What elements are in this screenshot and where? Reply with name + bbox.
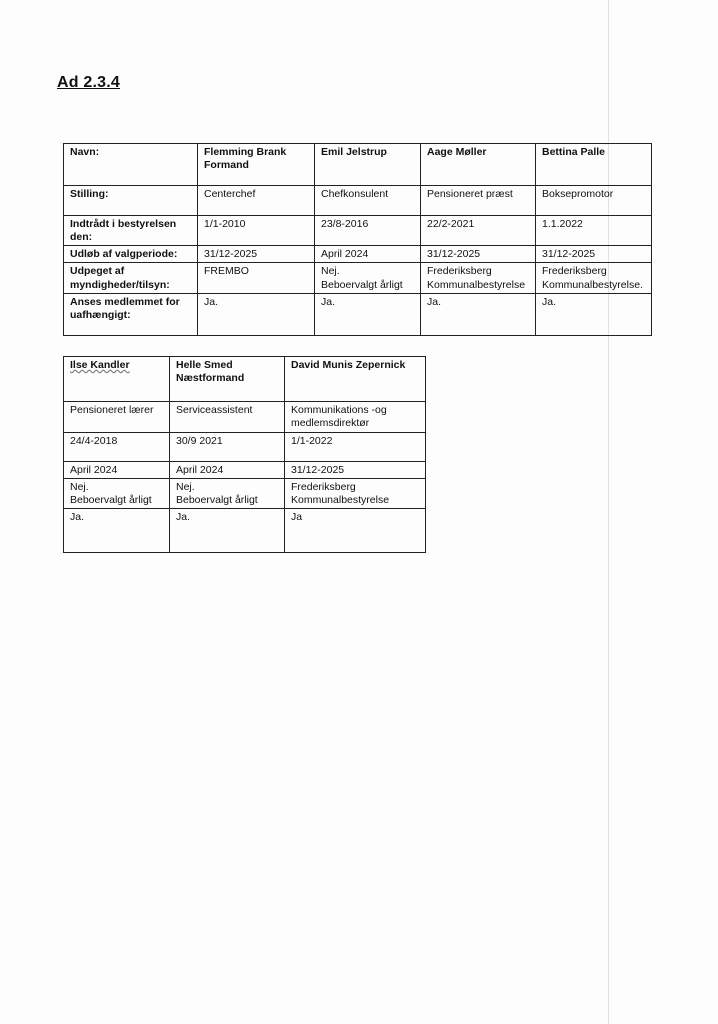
table-row — [64, 186, 652, 216]
table-cell: 31/12-2025 — [421, 246, 536, 263]
board-members-table-2 — [63, 356, 426, 553]
row-label-uafhaengig: Anses medlemmet for uafhængigt: — [64, 293, 198, 335]
table-row — [64, 462, 426, 479]
table-cell: Centerchef — [198, 186, 315, 216]
row-label-udloeb: Udløb af valgperiode: — [64, 246, 198, 263]
table-row — [64, 433, 426, 462]
table-cell: April 2024 — [315, 246, 421, 263]
table-cell: April 2024 — [64, 462, 170, 479]
table-cell: Ja. — [64, 509, 170, 553]
table-cell: Serviceassistent — [170, 402, 285, 433]
table-cell: Kommunikations -og medlemsdirektør — [285, 402, 426, 433]
table-cell: 30/9 2021 — [170, 433, 285, 462]
table-cell: Nej. Beboervalgt årligt — [170, 479, 285, 509]
table-cell: Chefkonsulent — [315, 186, 421, 216]
table-cell: Ja — [285, 509, 426, 553]
row-label-indtraadt: Indtrådt i bestyrelsen den: — [64, 216, 198, 246]
table-cell: Emil Jelstrup — [315, 144, 421, 186]
table-row — [64, 479, 426, 509]
table-row — [64, 216, 652, 246]
table-cell: 1.1.2022 — [536, 216, 652, 246]
row-label-navn: Navn: — [64, 144, 198, 186]
table-cell: David Munis Zepernick — [285, 357, 426, 402]
row-label-udpeget: Udpeget af myndigheder/tilsyn: — [64, 263, 198, 293]
table-cell: Boksepromotor — [536, 186, 652, 216]
table-row — [64, 263, 652, 293]
table-cell: Pensioneret præst — [421, 186, 536, 216]
table-cell: 1/1-2022 — [285, 433, 426, 462]
table-cell: 24/4-2018 — [64, 433, 170, 462]
table-row — [64, 402, 426, 433]
table-cell: Ja. — [536, 293, 652, 335]
table-cell: Ja. — [170, 509, 285, 553]
table-cell: Frederiksberg Kommunalbestyrelse. — [536, 263, 652, 293]
table-cell: Flemming Brank Formand — [198, 144, 315, 186]
table-cell: Helle Smed Næstformand — [170, 357, 285, 402]
row-label-stilling: Stilling: — [64, 186, 198, 216]
table-cell: 31/12-2025 — [285, 462, 426, 479]
table-cell: Bettina Palle — [536, 144, 652, 186]
table-row — [64, 509, 426, 553]
table-cell: Ja. — [315, 293, 421, 335]
table-cell: Nej. Beboervalgt årligt — [64, 479, 170, 509]
table-cell: Frederiksberg Kommunalbestyrelse — [421, 263, 536, 293]
board-members-table-1 — [63, 143, 652, 336]
table-cell: Nej. Beboervalgt årligt — [315, 263, 421, 293]
table-cell: 22/2-2021 — [421, 216, 536, 246]
section-heading: Ad 2.3.4 — [57, 74, 120, 91]
table-cell: 31/12-2025 — [198, 246, 315, 263]
table-row — [64, 357, 426, 402]
table-cell: 23/8-2016 — [315, 216, 421, 246]
table-cell: Frederiksberg Kommunalbestyrelse — [285, 479, 426, 509]
table-cell: April 2024 — [170, 462, 285, 479]
table-cell: 1/1-2010 — [198, 216, 315, 246]
table-cell: 31/12-2025 — [536, 246, 652, 263]
table-row — [64, 246, 652, 263]
table-cell: FREMBO — [198, 263, 315, 293]
table-cell: Aage Møller — [421, 144, 536, 186]
table-cell: Ja. — [198, 293, 315, 335]
table-cell: Ja. — [421, 293, 536, 335]
table-cell: Pensioneret lærer — [64, 402, 170, 433]
table-row — [64, 293, 652, 335]
table-row — [64, 144, 652, 186]
table-cell: Ilse Kandler — [64, 357, 170, 402]
